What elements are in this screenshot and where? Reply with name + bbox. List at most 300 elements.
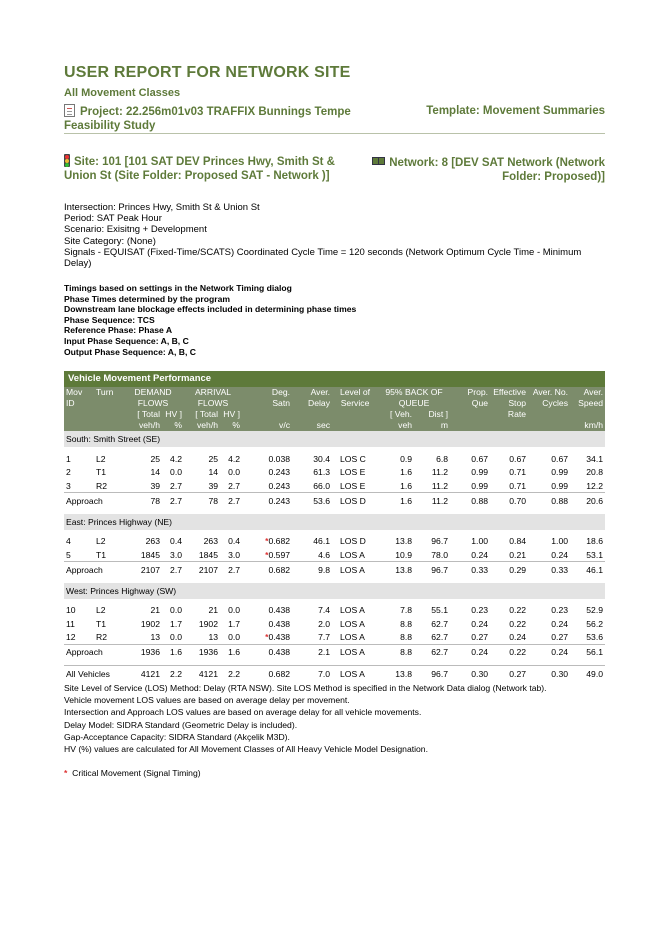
- network-icon: [372, 157, 385, 165]
- satn-value: 0.438: [268, 647, 291, 658]
- critical-star-icon: *: [64, 768, 68, 778]
- table-cell: [332, 466, 378, 480]
- table-cell: 12: [66, 632, 76, 642]
- table-cell: 2.7: [162, 493, 184, 509]
- timing-line: Reference Phase: Phase A: [64, 325, 173, 336]
- header-cell: Deg.: [242, 387, 292, 398]
- timing-info: [64, 283, 609, 357]
- header-row: [64, 398, 605, 409]
- table-cell: 62.7: [414, 644, 450, 660]
- table-cell: 2.0: [318, 618, 331, 629]
- table-cell: [242, 604, 292, 618]
- satn-value: 0.038: [268, 453, 291, 464]
- header-cell: Dist ]: [414, 409, 450, 420]
- note-line: Gap-Acceptance Capacity: SIDRA Standard (Akçelik M3D).: [64, 731, 290, 742]
- satn-value: 0.682: [268, 564, 291, 575]
- table-cell: 0.23: [551, 605, 569, 616]
- header-cell: Mov: [64, 387, 94, 398]
- table-cell: 0.0: [170, 467, 182, 478]
- table-cell: 39: [150, 480, 160, 491]
- table-cell: 0.24: [551, 549, 569, 560]
- header-cell: [64, 409, 94, 420]
- table-cell: 96.7: [414, 665, 450, 683]
- traffic-light-icon: [64, 154, 70, 167]
- table-cell: 13: [150, 632, 160, 642]
- table-cell: 46.1: [570, 562, 605, 578]
- table-cell: 0.24: [471, 549, 489, 560]
- header-cell: [64, 420, 94, 431]
- header-cell: [450, 409, 490, 420]
- table-cell: 39: [208, 480, 218, 491]
- table-cell: 0.24: [551, 618, 569, 629]
- los-value: LOS A: [340, 549, 365, 560]
- table-cell: [332, 548, 378, 562]
- table-cell: 7.0: [292, 665, 332, 683]
- table-cell: 56.2: [586, 618, 604, 629]
- table-cell: 0.99: [471, 480, 489, 491]
- table-cell: 0.27: [490, 665, 528, 683]
- table-cell: 25: [208, 453, 218, 464]
- header-cell: veh/h: [122, 420, 162, 431]
- table-cell: 9.8: [292, 562, 332, 578]
- table-cell: 1902: [198, 618, 218, 629]
- header-cell: %: [220, 420, 242, 431]
- header-cell: Speed: [570, 398, 605, 409]
- table-cell: 0.4: [228, 536, 241, 547]
- site-label: Site: 101 [101 SAT DEV Princes Hwy, Smith St & Union St (Site Folder: Proposed SAT - Network )]: [64, 156, 335, 182]
- info-line: Signals - EQUISAT (Fixed-Time/SCATS) Coordinated Cycle Time = 120 seconds (Network Optimum Cycle Time - Minimum Delay): [64, 246, 582, 270]
- site-info: [64, 202, 609, 269]
- table-cell: 11: [66, 618, 75, 629]
- table-cell: 2.7: [220, 493, 242, 509]
- table-cell: 11.2: [414, 493, 450, 509]
- satn-value: 0.243: [268, 495, 291, 506]
- satn-value: 0.243: [268, 467, 291, 478]
- info-line: Scenario: Exisitng + Development: [64, 224, 207, 236]
- table-row: [64, 548, 605, 562]
- performance-table: [64, 387, 605, 683]
- table-cell: 0.33: [450, 562, 490, 578]
- header-cell: HV ]: [162, 409, 184, 420]
- table-cell: [332, 604, 378, 618]
- table-cell: 0.29: [490, 562, 528, 578]
- table-cell: 0.99: [471, 467, 489, 478]
- satn-value: 0.438: [268, 632, 291, 642]
- table-cell: Approach: [64, 644, 122, 660]
- table-cell: 7.7: [318, 632, 331, 642]
- table-cell: 20.8: [586, 467, 604, 478]
- table-cell: 53.1: [586, 549, 604, 560]
- table-cell: T1: [96, 549, 107, 560]
- table-cell: 2.1: [292, 644, 332, 660]
- table-cell: [242, 631, 292, 645]
- table-cell: 66.0: [313, 480, 331, 491]
- table-row: [64, 631, 605, 645]
- satn-value: 0.438: [268, 618, 291, 629]
- table-cell: 0.71: [509, 467, 527, 478]
- table-row: [64, 617, 605, 631]
- table-cell: Approach: [64, 562, 122, 578]
- table-cell: 21: [208, 605, 218, 616]
- table-cell: 56.1: [570, 644, 605, 660]
- table-cell: 96.7: [431, 536, 449, 547]
- table-cell: 1936: [122, 644, 162, 660]
- table-cell: 0.70: [490, 493, 528, 509]
- satn-value: 0.243: [268, 480, 291, 491]
- table-cell: 1.6: [378, 493, 414, 509]
- timing-line: Phase Times determined by the program: [64, 293, 231, 304]
- table-row: [64, 452, 605, 466]
- header-cell: Que: [450, 398, 490, 409]
- table-header: [64, 387, 605, 431]
- table-cell: 8.8: [378, 644, 414, 660]
- los-value: LOS D: [340, 495, 366, 506]
- info-line: Period: SAT Peak Hour: [64, 213, 162, 225]
- table-cell: 10: [66, 605, 76, 616]
- table-cell: [242, 617, 292, 631]
- timing-line: Timings based on settings in the Network Timing dialog: [64, 283, 292, 293]
- table-cell: 2.7: [228, 480, 241, 491]
- table-cell: 46.1: [313, 536, 331, 547]
- header-cell: [450, 420, 490, 431]
- table-cell: 0.21: [509, 549, 527, 560]
- table-cell: 1.00: [471, 536, 489, 547]
- header-cell: m: [414, 420, 450, 431]
- table-cell: 14: [208, 467, 218, 478]
- table-cell: 1.00: [551, 536, 569, 547]
- table-cell: 0.88: [528, 493, 570, 509]
- network-label: Network: 8 [DEV SAT Network (Network Folder: Proposed)]: [389, 157, 605, 183]
- table-cell: 34.1: [586, 453, 604, 464]
- table-cell: 1.6: [400, 467, 413, 478]
- header-cell: [292, 409, 332, 420]
- header-cell: [94, 398, 122, 409]
- los-value: LOS E: [340, 480, 366, 491]
- note-line: Vehicle movement LOS values are based on average delay per movement.: [64, 695, 350, 706]
- table-cell: 0.22: [509, 618, 527, 629]
- table-cell: [332, 452, 378, 466]
- table-cell: 13: [208, 632, 218, 642]
- table-cell: 10.9: [395, 549, 413, 560]
- table-cell: [332, 644, 378, 660]
- los-value: LOS A: [340, 618, 365, 629]
- los-value: LOS A: [340, 632, 365, 642]
- timing-line: Output Phase Sequence: A, B, C: [64, 346, 196, 357]
- project-label: Project: 22.256m01v03 TRAFFIX Bunnings Tempe Feasibility Study: [64, 106, 351, 132]
- table-cell: 12.2: [586, 480, 604, 491]
- header-cell: veh/h: [184, 420, 220, 431]
- los-value: LOS D: [340, 536, 366, 547]
- table-cell: 3.0: [170, 549, 182, 560]
- info-line: Intersection: Princes Hwy, Smith St & Union St: [64, 202, 260, 213]
- table-row: [64, 604, 605, 618]
- table-cell: 1.6: [400, 480, 413, 491]
- table-cell: 13.8: [378, 665, 414, 683]
- timing-line: Phase Sequence: TCS: [64, 314, 155, 325]
- table-cell: [332, 562, 378, 578]
- table-cell: L2: [96, 453, 106, 464]
- network-heading: [355, 156, 605, 184]
- table-cell: [242, 493, 292, 509]
- section-name: East: Princes Highway (NE): [64, 514, 605, 530]
- table-cell: 4.2: [228, 453, 241, 464]
- site-heading: [64, 154, 354, 183]
- timing-line: Input Phase Sequence: A, B, C: [64, 335, 189, 346]
- header-cell: [570, 409, 605, 420]
- table-cell: [242, 452, 292, 466]
- table-cell: 14: [150, 467, 160, 478]
- table-cell: 0.24: [471, 618, 489, 629]
- legend-label: Critical Movement (Signal Timing): [72, 768, 201, 778]
- table-cell: [242, 562, 292, 578]
- header-cell: [528, 420, 570, 431]
- table-cell: L2: [96, 605, 106, 616]
- table-cell: T1: [96, 618, 107, 629]
- table-cell: 1845: [140, 549, 160, 560]
- table-cell: 2: [66, 467, 71, 478]
- header-cell: veh: [378, 420, 414, 431]
- header-cell: [94, 420, 122, 431]
- header-cell: HV ]: [220, 409, 242, 420]
- table-cell: 1936: [184, 644, 220, 660]
- table-cell: 0.84: [509, 536, 527, 547]
- header-cell: v/c: [242, 420, 292, 431]
- timing-line: Downstream lane blockage effects included in determining phase times: [64, 304, 357, 315]
- table-cell: 53.6: [292, 493, 332, 509]
- table-cell: 0.24: [528, 644, 570, 660]
- table-cell: 11.2: [431, 480, 449, 491]
- table-cell: 7.4: [318, 605, 331, 616]
- table-cell: 4121: [184, 665, 220, 683]
- table-cell: 1.7: [170, 618, 182, 629]
- table-cell: 0.88: [450, 493, 490, 509]
- table-cell: 0.24: [450, 644, 490, 660]
- header-cell: Aver. No.: [528, 387, 570, 398]
- header-cell: sec: [292, 420, 332, 431]
- table-cell: 49.0: [570, 665, 605, 683]
- header-cell: [332, 420, 378, 431]
- header-cell: Rate: [490, 409, 528, 420]
- section-row: [64, 431, 605, 447]
- header-cell: [ Total: [122, 409, 162, 420]
- header-cell: [ Veh.: [378, 409, 414, 420]
- table-cell: 2.7: [220, 562, 242, 578]
- table-body: [64, 431, 605, 683]
- table-cell: [332, 631, 378, 645]
- table-cell: 6.8: [436, 453, 449, 464]
- report-subtitle: All Movement Classes: [64, 87, 181, 99]
- table-cell: 0.33: [528, 562, 570, 578]
- note-line: HV (%) values are calculated for All Movement Classes of All Heavy Vehicle Model Designation.: [64, 744, 428, 755]
- table-cell: 1902: [140, 618, 160, 629]
- table-cell: 0.99: [551, 480, 569, 491]
- table-cell: 4.2: [170, 453, 182, 464]
- movement-performance-table: [64, 371, 605, 683]
- table-cell: 5: [66, 549, 71, 560]
- table-cell: [332, 493, 378, 509]
- table-cell: 0.0: [170, 632, 182, 642]
- table-cell: 30.4: [313, 453, 331, 464]
- header-cell: 95% BACK OF: [378, 387, 450, 398]
- table-cell: 25: [150, 453, 160, 464]
- header-cell: Prop.: [450, 387, 490, 398]
- table-row: [64, 535, 605, 549]
- table-cell: 0.0: [228, 467, 241, 478]
- table-cell: 18.6: [586, 536, 604, 547]
- table-cell: 7.8: [400, 605, 413, 616]
- header-cell: [94, 409, 122, 420]
- table-cell: 0.0: [228, 632, 241, 642]
- header-cell: km/h: [570, 420, 605, 431]
- table-cell: 78.0: [431, 549, 449, 560]
- table-cell: 1: [66, 453, 71, 464]
- table-cell: 52.9: [586, 605, 604, 616]
- table-cell: [332, 617, 378, 631]
- template-label: Template: Movement Summaries: [426, 105, 605, 117]
- approach-row: [64, 562, 605, 578]
- approach-row: [64, 493, 605, 509]
- table-cell: 1.6: [220, 644, 242, 660]
- los-value: LOS A: [340, 564, 365, 575]
- header-cell: Service: [332, 398, 378, 409]
- table-cell: 0.0: [170, 605, 182, 616]
- table-cell: 0.67: [509, 453, 527, 464]
- header-cell: FLOWS: [184, 398, 242, 409]
- critical-star-icon: *: [265, 536, 269, 547]
- header-cell: Satn: [242, 398, 292, 409]
- table-cell: 0.23: [471, 605, 489, 616]
- header-cell: Aver.: [570, 387, 605, 398]
- table-cell: Approach: [64, 493, 122, 509]
- table-cell: [242, 644, 292, 660]
- table-cell: 20.6: [570, 493, 605, 509]
- table-cell: 13.8: [378, 562, 414, 578]
- table-cell: 0.0: [228, 605, 241, 616]
- header-cell: [490, 420, 528, 431]
- table-cell: 11.2: [431, 467, 449, 478]
- table-cell: 8.8: [400, 618, 413, 629]
- table-cell: [242, 665, 292, 683]
- table-cell: 2.2: [220, 665, 242, 683]
- table-cell: [332, 665, 378, 683]
- critical-star-icon: *: [265, 632, 269, 642]
- los-value: LOS C: [340, 453, 366, 464]
- table-cell: 2107: [184, 562, 220, 578]
- header-cell: Level of: [332, 387, 378, 398]
- divider: [64, 133, 605, 134]
- satn-value: 0.682: [268, 536, 291, 547]
- table-cell: 4: [66, 536, 71, 547]
- header-cell: %: [162, 420, 184, 431]
- table-cell: [332, 479, 378, 493]
- table-cell: 0.22: [509, 605, 527, 616]
- project-heading: [64, 104, 394, 133]
- table-cell: R2: [96, 632, 107, 642]
- section-row: [64, 514, 605, 530]
- table-cell: All Vehicles: [64, 665, 122, 683]
- table-cell: 62.7: [431, 618, 449, 629]
- table-cell: [242, 466, 292, 480]
- table-cell: 0.27: [471, 632, 489, 642]
- table-cell: 4121: [122, 665, 162, 683]
- table-cell: 8.8: [400, 632, 413, 642]
- table-cell: 62.7: [431, 632, 449, 642]
- satn-value: 0.438: [268, 605, 291, 616]
- table-title: Vehicle Movement Performance: [64, 371, 605, 387]
- table-cell: 0.30: [450, 665, 490, 683]
- table-cell: 0.67: [471, 453, 489, 464]
- table-cell: 0.4: [170, 536, 182, 547]
- header-cell: [528, 409, 570, 420]
- header-cell: ARRIVAL: [184, 387, 242, 398]
- table-cell: 4.6: [318, 549, 331, 560]
- table-cell: 0.9: [400, 453, 413, 464]
- table-cell: 1.6: [162, 644, 184, 660]
- header-cell: Turn: [94, 387, 122, 398]
- note-line: Delay Model: SIDRA Standard (Geometric Delay is included).: [64, 719, 298, 730]
- table-cell: 0.67: [551, 453, 569, 464]
- table-cell: 21: [150, 605, 160, 616]
- table-cell: 78: [184, 493, 220, 509]
- section-row: [64, 583, 605, 599]
- table-cell: R2: [96, 480, 107, 491]
- table-row: [64, 479, 605, 493]
- header-cell: FLOWS: [122, 398, 184, 409]
- table-cell: 263: [203, 536, 218, 547]
- header-cell: [332, 409, 378, 420]
- table-cell: [242, 479, 292, 493]
- header-cell: QUEUE: [378, 398, 450, 409]
- table-cell: 2.7: [170, 480, 182, 491]
- critical-star-icon: *: [265, 549, 269, 560]
- header-cell: Delay: [292, 398, 332, 409]
- table-cell: 53.6: [586, 632, 604, 642]
- header-cell: DEMAND: [122, 387, 184, 398]
- table-cell: 0.22: [490, 644, 528, 660]
- table-cell: 0.99: [551, 467, 569, 478]
- satn-value: 0.597: [268, 549, 291, 560]
- section-name: West: Princes Highway (SW): [64, 583, 605, 599]
- table-cell: [242, 535, 292, 549]
- report-notes: [64, 682, 609, 755]
- table-cell: 3.0: [228, 549, 241, 560]
- table-cell: 1845: [198, 549, 218, 560]
- approach-row: [64, 644, 605, 660]
- table-cell: 0.27: [551, 632, 569, 642]
- header-row: [64, 420, 605, 431]
- table-cell: 1.7: [228, 618, 241, 629]
- los-value: LOS E: [340, 467, 366, 478]
- table-cell: L2: [96, 536, 106, 547]
- note-line: Site Level of Service (LOS) Method: Delay (RTA NSW). Site LOS Method is specified in the Network Data dialog (Network tab).: [64, 683, 547, 693]
- table-cell: 78: [122, 493, 162, 509]
- table-cell: 13.8: [395, 536, 413, 547]
- table-cell: 2107: [122, 562, 162, 578]
- header-cell: [ Total: [184, 409, 220, 420]
- satn-value: 0.682: [268, 669, 291, 680]
- table-cell: [332, 535, 378, 549]
- section-name: South: Smith Street (SE): [64, 431, 605, 447]
- note-line: Intersection and Approach LOS values are based on average delay for all vehicle movements.: [64, 707, 422, 718]
- header-cell: Aver.: [292, 387, 332, 398]
- table-cell: 96.7: [414, 562, 450, 578]
- table-row: [64, 466, 605, 480]
- table-cell: T1: [96, 467, 107, 478]
- los-value: LOS A: [340, 669, 365, 680]
- header-cell: Cycles: [528, 398, 570, 409]
- table-cell: 55.1: [431, 605, 449, 616]
- report-title: USER REPORT FOR NETWORK SITE: [64, 64, 351, 81]
